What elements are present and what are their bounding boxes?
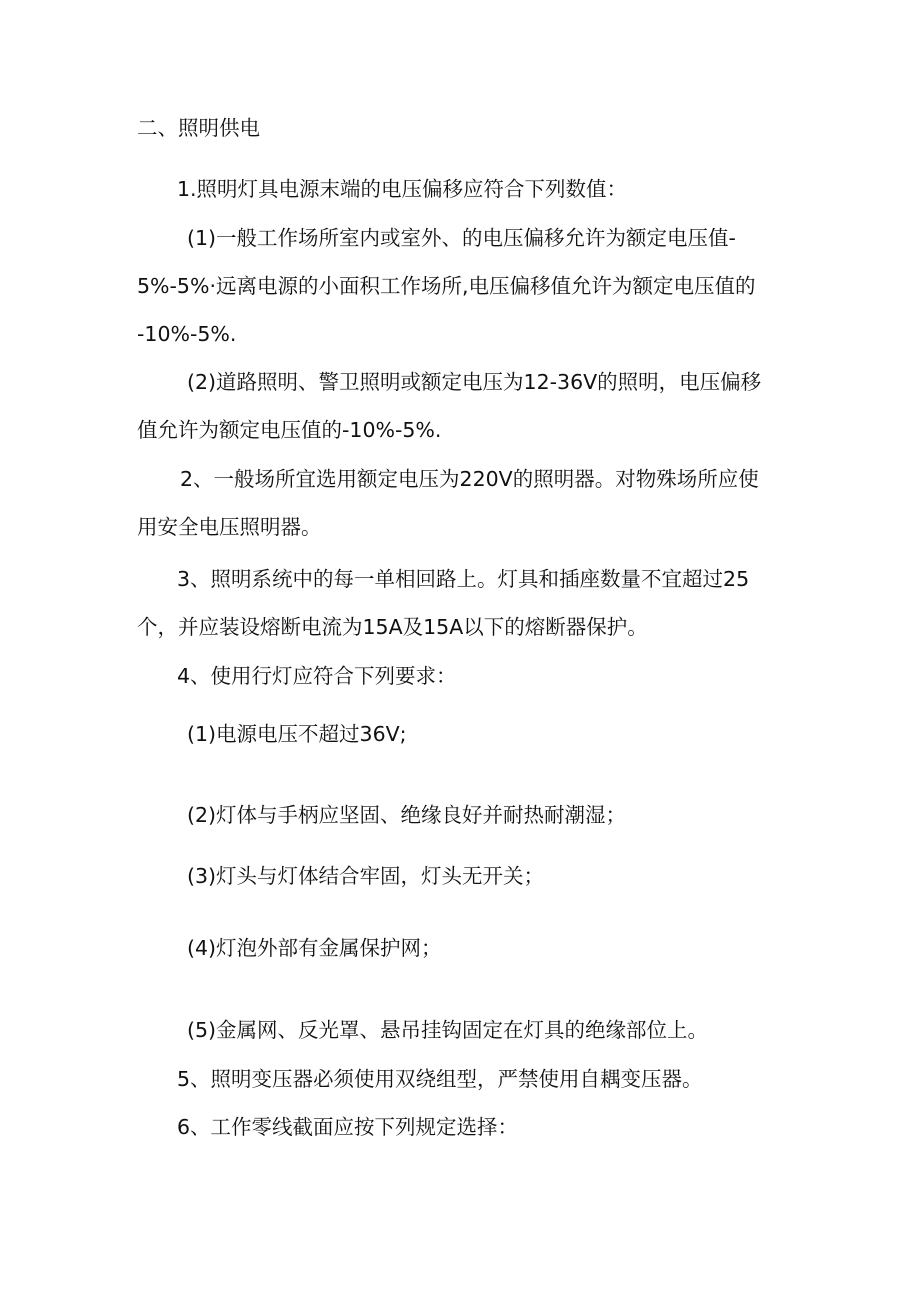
item-2-line-2: 用安全电压照明器。 — [137, 515, 322, 539]
item-4-sub-5: (5)金属网、反光罩、悬吊挂钩固定在灯具的绝缘部位上。 — [187, 1018, 709, 1042]
item-1-intro: 1.照明灯具电源末端的电压偏移应符合下列数值： — [177, 177, 628, 201]
item-3-line-1: 3、照明系统中的每一单相回路上。灯具和插座数量不宜超过25 — [177, 567, 750, 591]
item-1-sub-1-line-1: (1)一般工作场所室内或室外、的电压偏移允许为额定电压值- — [187, 226, 736, 250]
item-4-intro: 4、使用行灯应符合下列要求： — [177, 664, 457, 688]
item-1-sub-1-line-3: -10%-5%. — [137, 322, 237, 346]
item-2-line-1: 2、一般场所宜选用额定电压为220V的照明器。对物殊场所应使 — [180, 467, 759, 491]
item-5-line-1: 5、照明变压器必须使用双绕组型，严禁使用自耦变压器。 — [177, 1067, 703, 1091]
item-4-sub-4: (4)灯泡外部有金属保护网； — [187, 936, 442, 960]
item-3-line-2: 个，并应装设熔断电流为15A及15A以下的熔断器保护。 — [137, 615, 648, 639]
item-4-sub-3: (3)灯头与灯体结合牢固，灯头无开关； — [187, 864, 545, 888]
item-1-sub-1-line-2: 5%-5%·远离电源的小面积工作场所,电压偏移值允许为额定电压值的 — [137, 274, 756, 298]
item-1-sub-2-line-2: 值允许为额定电压值的-10%-5%. — [137, 418, 442, 442]
section-heading: 二、照明供电 — [137, 116, 260, 140]
item-4-sub-1: (1)电源电压不超过36V; — [187, 722, 407, 746]
item-4-sub-2: (2)灯体与手柄应坚固、绝缘良好并耐热耐潮湿； — [187, 803, 627, 827]
item-6-line-1: 6、工作零线截面应按下列规定选择： — [177, 1115, 519, 1139]
item-1-sub-2-line-1: (2)道路照明、警卫照明或额定电压为12-36V的照明，电压偏移 — [187, 370, 762, 394]
